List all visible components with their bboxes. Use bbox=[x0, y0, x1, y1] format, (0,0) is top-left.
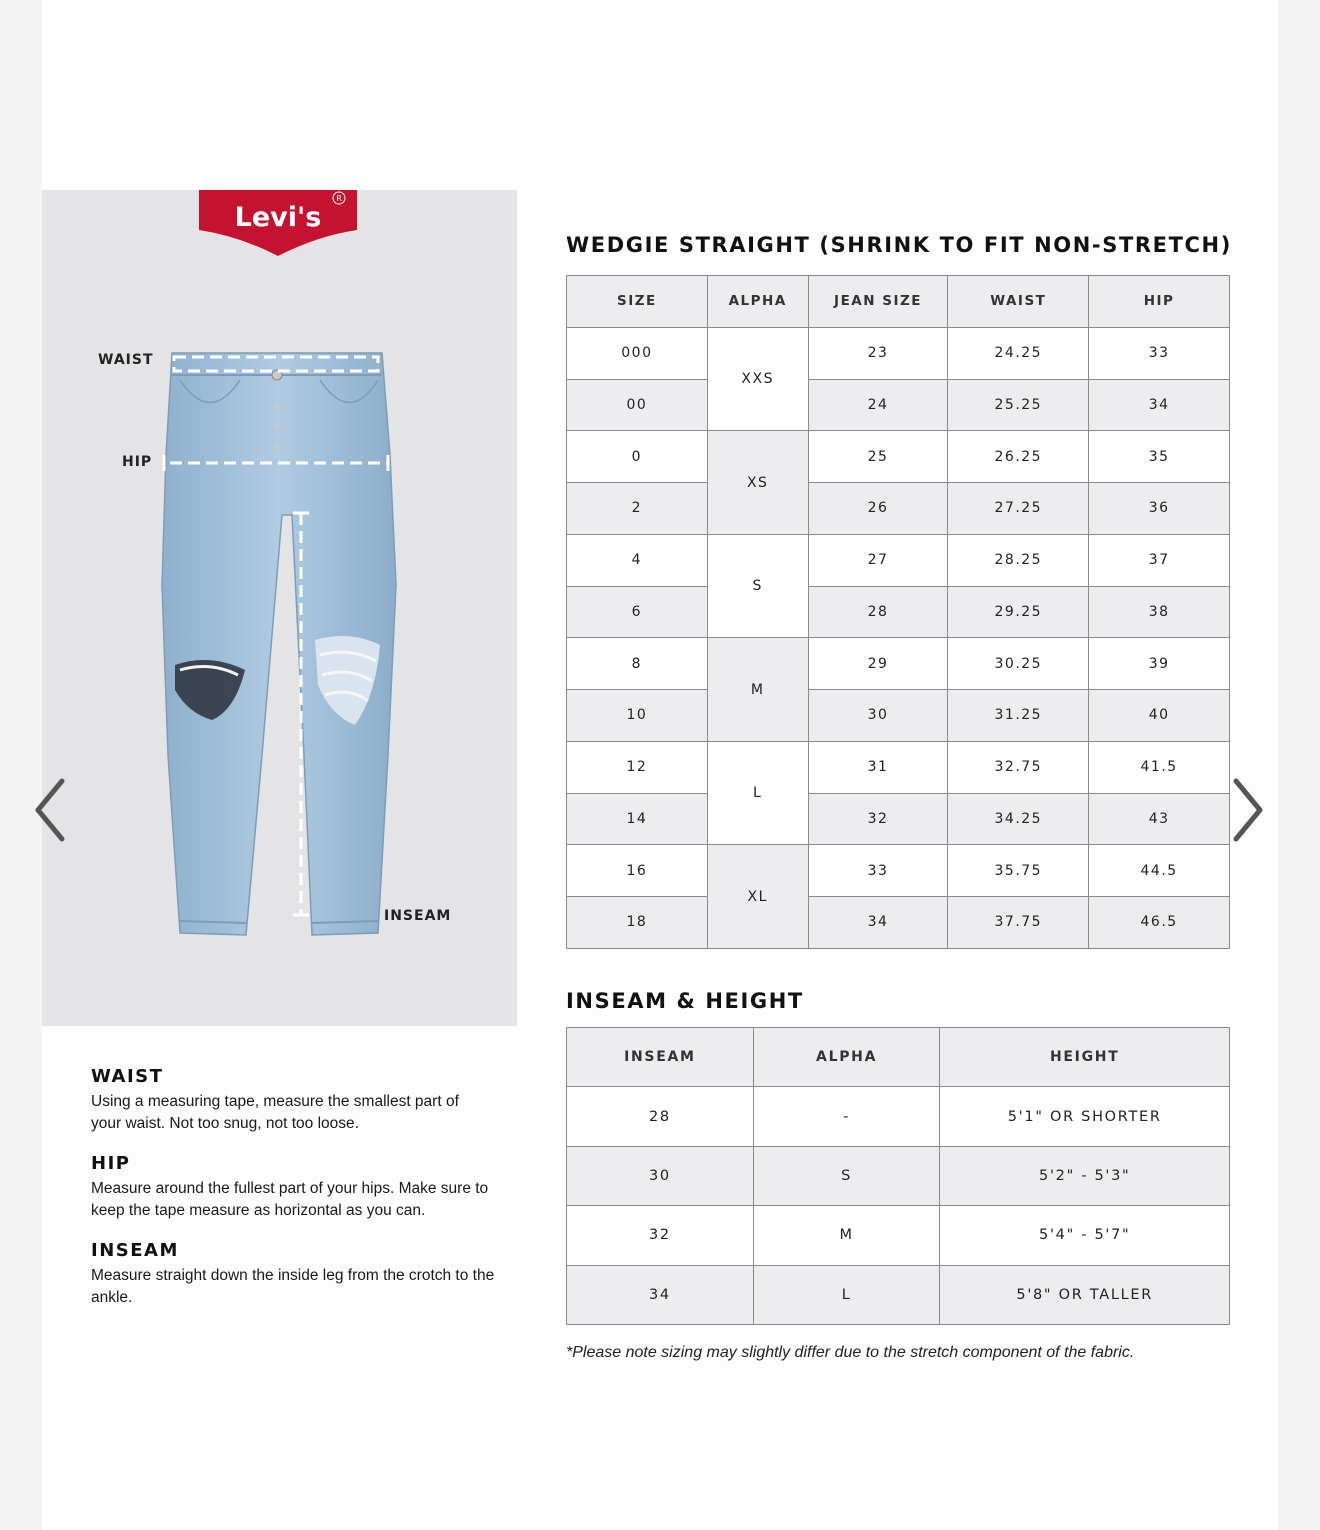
header-inseam: INSEAM bbox=[567, 1028, 754, 1087]
cell-waist: 32.75 bbox=[948, 741, 1089, 793]
header-waist: WAIST bbox=[948, 276, 1089, 328]
cell-alpha: L bbox=[707, 741, 808, 845]
cell-jean-size: 34 bbox=[808, 897, 948, 949]
cell-waist: 29.25 bbox=[948, 586, 1089, 638]
cell-jean-size: 32 bbox=[808, 793, 948, 845]
inseam-chart-row bbox=[567, 1087, 1230, 1146]
cell-alpha: S bbox=[753, 1146, 940, 1205]
cell-alpha: XXS bbox=[707, 327, 808, 431]
size-chart-row bbox=[567, 741, 1230, 793]
cell-size: 00 bbox=[567, 379, 708, 431]
hip-description-text: Measure around the fullest part of your hips. Make sure to keep the tape measure as horizontal as you can. bbox=[91, 1180, 489, 1219]
cell-size: 2 bbox=[567, 483, 708, 535]
size-chart-row bbox=[567, 638, 1230, 690]
size-chart-title: WEDGIE STRAIGHT (SHRINK TO FIT NON-STRETCH) bbox=[566, 233, 1232, 257]
size-chart-row bbox=[567, 327, 1230, 379]
size-chart-row bbox=[567, 379, 1230, 431]
cell-inseam: 34 bbox=[567, 1265, 754, 1324]
header-hip: HIP bbox=[1089, 276, 1230, 328]
size-chart-row bbox=[567, 690, 1230, 742]
size-chart-row bbox=[567, 586, 1230, 638]
waist-description-text: Using a measuring tape, measure the smallest part of your waist. Not too snug, not too loose. bbox=[91, 1093, 459, 1132]
cell-size: 16 bbox=[567, 845, 708, 897]
cell-hip: 41.5 bbox=[1089, 741, 1230, 793]
cell-hip: 39 bbox=[1089, 638, 1230, 690]
cell-alpha: M bbox=[707, 638, 808, 742]
cell-waist: 30.25 bbox=[948, 638, 1089, 690]
inseam-description bbox=[91, 1240, 521, 1309]
size-chart-row bbox=[567, 897, 1230, 949]
cell-hip: 35 bbox=[1089, 431, 1230, 483]
header-size: SIZE bbox=[567, 276, 708, 328]
cell-jean-size: 24 bbox=[808, 379, 948, 431]
cell-alpha: L bbox=[753, 1265, 940, 1324]
size-chart-row bbox=[567, 431, 1230, 483]
cell-hip: 36 bbox=[1089, 483, 1230, 535]
cell-height: 5'2" - 5'3" bbox=[940, 1146, 1230, 1205]
cell-hip: 34 bbox=[1089, 379, 1230, 431]
cell-jean-size: 27 bbox=[808, 534, 948, 586]
cell-waist: 25.25 bbox=[948, 379, 1089, 431]
cell-waist: 28.25 bbox=[948, 534, 1089, 586]
cell-alpha: XS bbox=[707, 431, 808, 535]
cell-jean-size: 25 bbox=[808, 431, 948, 483]
cell-waist: 31.25 bbox=[948, 690, 1089, 742]
sizing-note: *Please note sizing may slightly differ due to the stretch component of the fabric. bbox=[566, 1344, 1135, 1361]
inseam-description-text: Measure straight down the inside leg from the crotch to the ankle. bbox=[91, 1267, 495, 1306]
chevron-left-icon[interactable] bbox=[30, 775, 70, 845]
cell-jean-size: 30 bbox=[808, 690, 948, 742]
cell-size: 4 bbox=[567, 534, 708, 586]
cell-waist: 37.75 bbox=[948, 897, 1089, 949]
cell-size: 6 bbox=[567, 586, 708, 638]
hip-description-title: HIP bbox=[91, 1153, 131, 1174]
cell-hip: 46.5 bbox=[1089, 897, 1230, 949]
cell-waist: 24.25 bbox=[948, 327, 1089, 379]
cell-size: 10 bbox=[567, 690, 708, 742]
cell-jean-size: 28 bbox=[808, 586, 948, 638]
levis-logo bbox=[199, 190, 357, 256]
cell-waist: 34.25 bbox=[948, 793, 1089, 845]
cell-size: 14 bbox=[567, 793, 708, 845]
header-height: HEIGHT bbox=[940, 1028, 1230, 1087]
size-chart-header-row bbox=[567, 276, 1230, 328]
cell-waist: 27.25 bbox=[948, 483, 1089, 535]
cell-hip: 33 bbox=[1089, 327, 1230, 379]
waist-description-title: WAIST bbox=[91, 1066, 164, 1087]
diagram-label-hip: HIP bbox=[122, 454, 153, 470]
size-chart-row bbox=[567, 483, 1230, 535]
cell-height: 5'1" OR SHORTER bbox=[940, 1087, 1230, 1146]
cell-inseam: 30 bbox=[567, 1146, 754, 1205]
svg-text:R: R bbox=[336, 194, 342, 203]
cell-alpha: M bbox=[753, 1206, 940, 1265]
cell-alpha: XL bbox=[707, 845, 808, 949]
diagram-label-waist: WAIST bbox=[98, 352, 154, 368]
cell-size: 000 bbox=[567, 327, 708, 379]
cell-hip: 40 bbox=[1089, 690, 1230, 742]
cell-height: 5'8" OR TALLER bbox=[940, 1265, 1230, 1324]
chevron-right-icon[interactable] bbox=[1228, 775, 1268, 845]
cell-waist: 26.25 bbox=[948, 431, 1089, 483]
header-alpha: ALPHA bbox=[707, 276, 808, 328]
cell-hip: 44.5 bbox=[1089, 845, 1230, 897]
cell-size: 12 bbox=[567, 741, 708, 793]
diagram-label-inseam: INSEAM bbox=[384, 908, 452, 924]
cell-inseam: 28 bbox=[567, 1087, 754, 1146]
cell-inseam: 32 bbox=[567, 1206, 754, 1265]
cell-alpha: S bbox=[707, 534, 808, 638]
logo-text: Levi's bbox=[234, 202, 322, 233]
hip-description bbox=[91, 1153, 521, 1222]
cell-size: 8 bbox=[567, 638, 708, 690]
cell-jean-size: 31 bbox=[808, 741, 948, 793]
cell-size: 18 bbox=[567, 897, 708, 949]
waist-description bbox=[91, 1066, 521, 1135]
header-jean-size: JEAN SIZE bbox=[808, 276, 948, 328]
inseam-chart-row bbox=[567, 1265, 1230, 1324]
cell-jean-size: 23 bbox=[808, 327, 948, 379]
cell-jean-size: 29 bbox=[808, 638, 948, 690]
cell-jean-size: 33 bbox=[808, 845, 948, 897]
header-inseam-alpha: ALPHA bbox=[753, 1028, 940, 1087]
cell-height: 5'4" - 5'7" bbox=[940, 1206, 1230, 1265]
size-chart-row bbox=[567, 845, 1230, 897]
cell-hip: 37 bbox=[1089, 534, 1230, 586]
inseam-chart-header-row bbox=[567, 1028, 1230, 1087]
cell-hip: 38 bbox=[1089, 586, 1230, 638]
size-chart-table bbox=[566, 275, 1230, 949]
size-chart-row bbox=[567, 534, 1230, 586]
cell-size: 0 bbox=[567, 431, 708, 483]
inseam-description-title: INSEAM bbox=[91, 1240, 179, 1261]
cell-hip: 43 bbox=[1089, 793, 1230, 845]
cell-alpha: - bbox=[753, 1087, 940, 1146]
waist-line bbox=[174, 357, 378, 371]
size-chart-row bbox=[567, 793, 1230, 845]
inseam-chart-title: INSEAM & HEIGHT bbox=[566, 989, 804, 1013]
inseam-chart-row bbox=[567, 1206, 1230, 1265]
measurement-lines bbox=[160, 345, 400, 930]
inseam-chart-row bbox=[567, 1146, 1230, 1205]
inseam-chart-table bbox=[566, 1027, 1230, 1325]
cell-waist: 35.75 bbox=[948, 845, 1089, 897]
cell-jean-size: 26 bbox=[808, 483, 948, 535]
